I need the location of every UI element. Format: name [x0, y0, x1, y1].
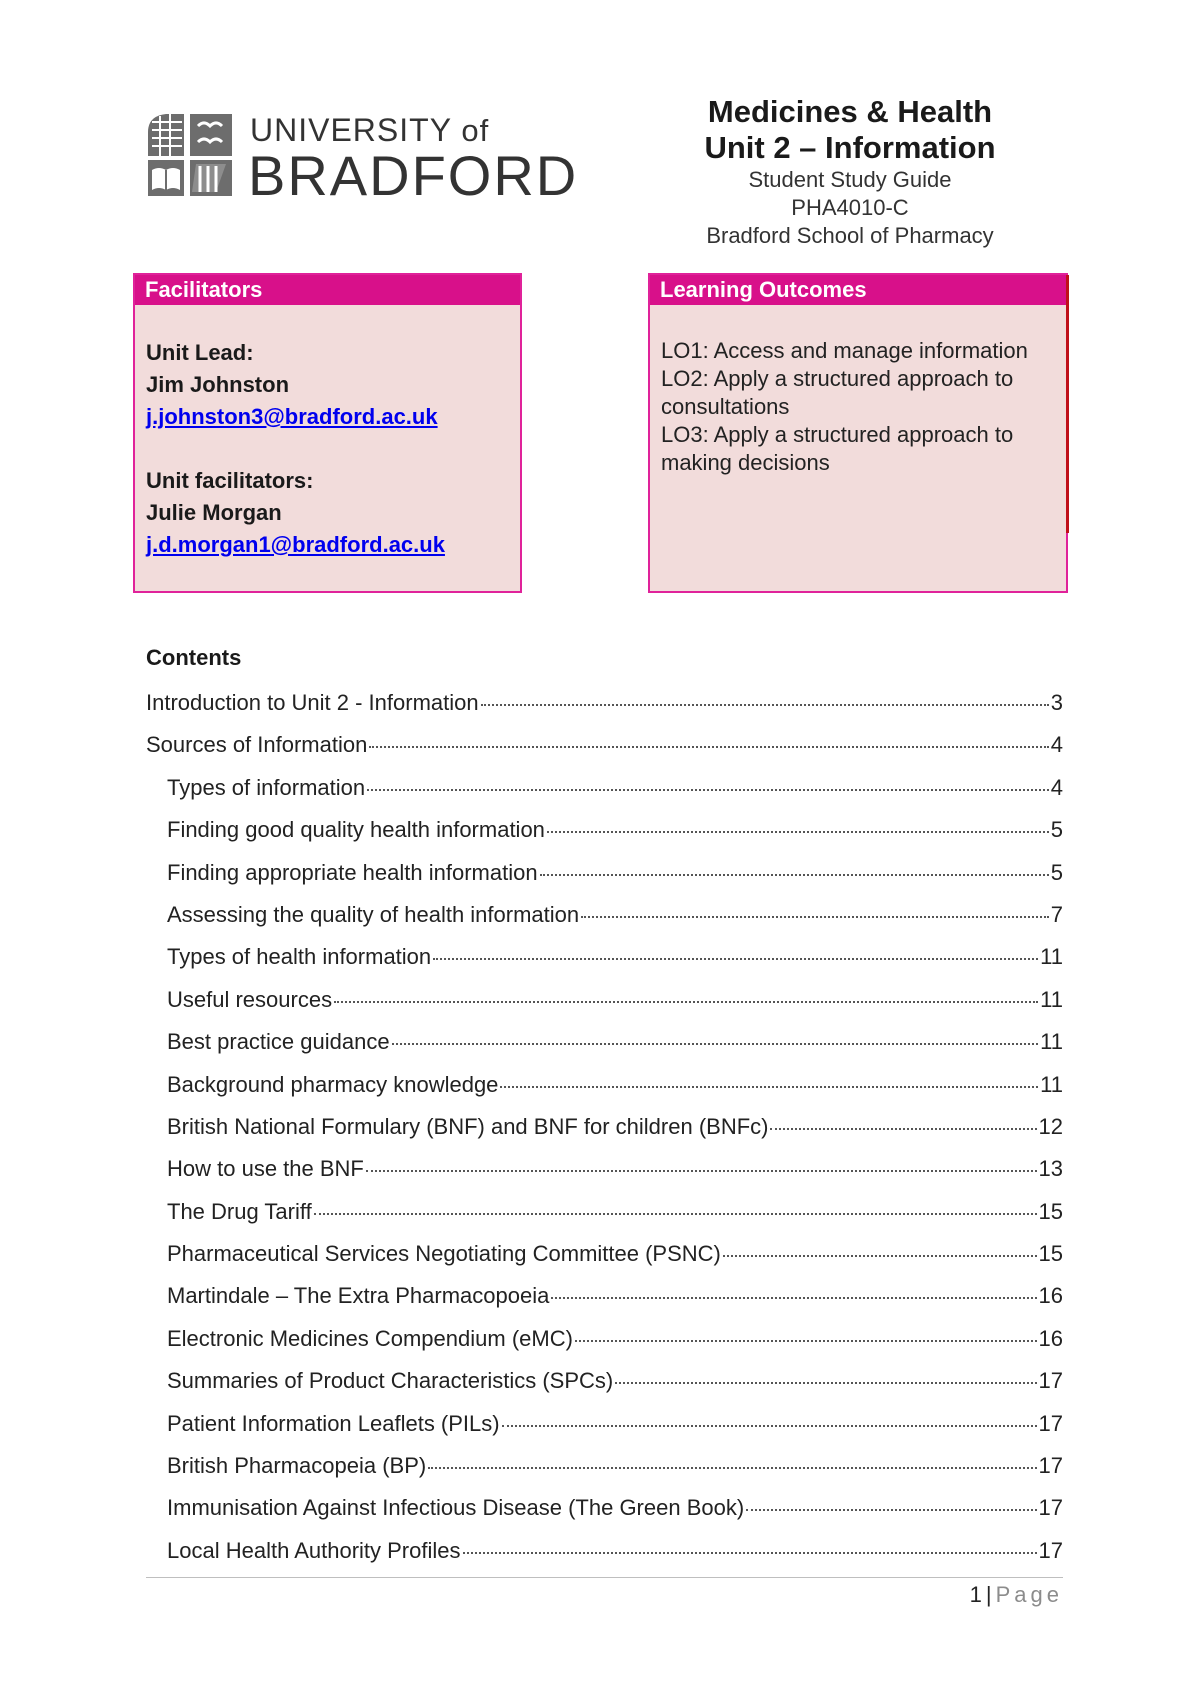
- logo-university-word: UNIVERSITY: [250, 112, 452, 148]
- toc-leader-dots: [746, 1509, 1036, 1511]
- toc-entry[interactable]: [146, 1199, 1063, 1241]
- toc-entry[interactable]: [146, 1411, 1063, 1453]
- title-line-1: Medicines & Health: [707, 94, 993, 129]
- toc-leader-dots: [575, 1340, 1037, 1342]
- subtitle-study-guide: Student Study Guide: [748, 167, 952, 192]
- toc-entry-page: 12: [1038, 1113, 1063, 1139]
- page-number: 1: [969, 1582, 982, 1607]
- toc-entry[interactable]: [146, 1326, 1063, 1368]
- toc-leader-dots: [502, 1425, 1037, 1427]
- toc-entry[interactable]: [146, 1241, 1063, 1283]
- learning-outcome-3: LO3: Apply a structured approach to making decisions: [661, 422, 1014, 475]
- toc-entry-title: Useful resources: [167, 986, 333, 1012]
- toc-entry-title: Electronic Medicines Compendium (eMC): [167, 1325, 573, 1351]
- toc-entry-page: 4: [1050, 732, 1063, 758]
- toc-leader-dots: [540, 874, 1049, 876]
- unit-lead-name: Jim Johnston: [146, 372, 290, 397]
- toc-leader-dots: [500, 1086, 1038, 1088]
- toc-entry-title: Types of information: [167, 774, 366, 800]
- toc-leader-dots: [433, 958, 1038, 960]
- toc-entry-page: 17: [1038, 1495, 1063, 1521]
- page-word: Page: [995, 1582, 1063, 1607]
- toc-entry-page: 16: [1038, 1283, 1063, 1309]
- toc-entry-page: 11: [1040, 1071, 1063, 1097]
- toc-entry-page: 17: [1038, 1453, 1063, 1479]
- crest-icon: [146, 112, 236, 198]
- toc-leader-dots: [392, 1043, 1039, 1045]
- toc-entry-title: Introduction to Unit 2 - Information: [146, 690, 479, 715]
- toc-leader-dots: [547, 831, 1049, 833]
- toc-leader-dots: [369, 746, 1048, 748]
- learning-outcomes-panel: [648, 273, 1068, 593]
- toc-entry[interactable]: [146, 1156, 1063, 1198]
- toc-entry-page: 13: [1038, 1156, 1063, 1182]
- toc-entry[interactable]: [146, 1453, 1063, 1495]
- logo-bradford-text: BRADFORD: [248, 144, 579, 207]
- toc-entry[interactable]: [146, 987, 1063, 1029]
- subtitle-module-code: PHA4010-C: [791, 195, 909, 220]
- toc-entry-page: 17: [1038, 1537, 1063, 1563]
- toc-entry-title: Finding good quality health information: [167, 817, 545, 843]
- toc-entry-page: 15: [1038, 1198, 1063, 1224]
- toc-entry-page: 17: [1038, 1410, 1063, 1436]
- toc-entry-page: 17: [1038, 1368, 1063, 1394]
- toc-entry[interactable]: [146, 1072, 1063, 1114]
- toc-entry[interactable]: [146, 690, 1063, 732]
- subtitle-school: Bradford School of Pharmacy: [706, 223, 994, 248]
- toc-leader-dots: [723, 1255, 1037, 1257]
- toc-entry[interactable]: [146, 732, 1063, 774]
- toc-entry[interactable]: [146, 860, 1063, 902]
- toc-leader-dots: [481, 704, 1049, 706]
- toc-entry[interactable]: [146, 1368, 1063, 1410]
- learning-outcomes-heading: Learning Outcomes: [650, 275, 1066, 305]
- toc-entry-page: 11: [1040, 986, 1063, 1012]
- facilitator-email-link[interactable]: j.d.morgan1@bradford.ac.uk: [146, 532, 445, 557]
- toc-entry-page: 11: [1040, 1029, 1063, 1055]
- learning-outcome-2: LO2: Apply a structured approach to consultations: [661, 366, 1014, 419]
- toc-entry-title: Assessing the quality of health information: [167, 901, 580, 927]
- page-footer: [970, 1582, 1063, 1608]
- logo-of-word: of: [461, 113, 490, 148]
- footer-separator: |: [985, 1582, 992, 1607]
- toc-leader-dots: [551, 1297, 1036, 1299]
- toc-entry-title: Patient Information Leaflets (PILs): [167, 1410, 500, 1436]
- toc-leader-dots: [428, 1467, 1036, 1469]
- toc-entry-title: Best practice guidance: [167, 1029, 390, 1055]
- toc-entry-title: How to use the BNF: [167, 1156, 364, 1182]
- toc-entry-page: 4: [1050, 774, 1063, 800]
- toc-entry-title: Immunisation Against Infectious Disease (The Green Book): [167, 1495, 745, 1521]
- toc-leader-dots: [581, 916, 1049, 918]
- toc-entry[interactable]: [146, 1495, 1063, 1537]
- toc-entry-title: British Pharmacopeia (BP): [167, 1453, 427, 1479]
- facilitators-heading: Facilitators: [135, 275, 520, 305]
- toc-entry[interactable]: [146, 817, 1063, 859]
- toc-entry-title: Sources of Information: [146, 732, 368, 758]
- unit-facilitators-label: Unit facilitators:: [146, 468, 314, 493]
- toc-leader-dots: [334, 1001, 1038, 1003]
- title-line-2: Unit 2 – Information: [704, 130, 996, 165]
- toc-entry[interactable]: [146, 1283, 1063, 1325]
- toc-leader-dots: [770, 1128, 1036, 1130]
- facilitators-panel: [133, 273, 522, 593]
- toc-entry-page: 7: [1050, 901, 1063, 927]
- toc-entry[interactable]: [146, 1538, 1063, 1580]
- toc-entry-page: 5: [1050, 859, 1063, 885]
- toc-entry-title: Finding appropriate health information: [167, 859, 538, 885]
- table-of-contents: [146, 690, 1063, 1580]
- unit-lead-label: Unit Lead:: [146, 340, 254, 365]
- toc-entry-title: Types of health information: [167, 944, 432, 970]
- toc-entry[interactable]: [146, 775, 1063, 817]
- toc-entry[interactable]: [146, 1029, 1063, 1071]
- toc-entry-title: Pharmaceutical Services Negotiating Committee (PSNC): [167, 1241, 721, 1267]
- learning-outcome-1: LO1: Access and manage information: [661, 338, 1028, 363]
- toc-entry-page: 16: [1038, 1325, 1063, 1351]
- toc-entry-title: Summaries of Product Characteristics (SPCs): [167, 1368, 614, 1394]
- toc-entry-page: 3: [1050, 690, 1063, 715]
- document-title-block: [640, 94, 1060, 250]
- facilitator-name: Julie Morgan: [146, 500, 282, 525]
- toc-leader-dots: [314, 1213, 1037, 1215]
- toc-entry[interactable]: [146, 944, 1063, 986]
- footer-divider: [146, 1577, 1063, 1578]
- toc-leader-dots: [463, 1552, 1037, 1554]
- toc-leader-dots: [366, 1170, 1037, 1172]
- toc-entry-page: 11: [1040, 944, 1063, 970]
- toc-entry-title: The Drug Tariff: [167, 1198, 312, 1224]
- toc-entry-title: Martindale – The Extra Pharmacopoeia: [167, 1283, 550, 1309]
- toc-leader-dots: [367, 789, 1049, 791]
- toc-entry-page: 5: [1050, 817, 1063, 843]
- toc-entry-page: 15: [1038, 1241, 1063, 1267]
- university-logo: [146, 112, 579, 207]
- toc-entry-title: British National Formulary (BNF) and BNF for children (BNFc): [167, 1113, 769, 1139]
- contents-heading: Contents: [146, 645, 242, 670]
- unit-lead-email-link[interactable]: j.johnston3@bradford.ac.uk: [146, 404, 438, 429]
- toc-entry[interactable]: [146, 1114, 1063, 1156]
- toc-entry-title: Local Health Authority Profiles: [167, 1537, 461, 1563]
- toc-entry[interactable]: [146, 902, 1063, 944]
- toc-entry-title: Background pharmacy knowledge: [167, 1071, 499, 1097]
- toc-leader-dots: [615, 1382, 1036, 1384]
